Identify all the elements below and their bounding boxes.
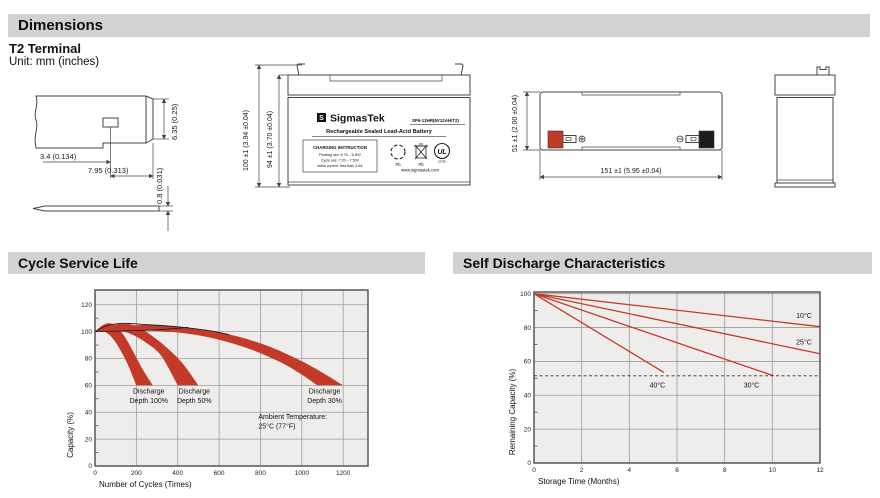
terminal-edge-view	[33, 167, 173, 231]
y-tick-label: 20	[523, 426, 531, 434]
cycle-service-life-chart	[60, 285, 400, 498]
pb-trash-label: Pb	[418, 162, 424, 167]
annotation-line: Discharge	[178, 388, 211, 396]
dim-hole-offset: 3.4 (0.134)	[40, 152, 77, 161]
ul-sub-text: LISTED	[437, 160, 447, 164]
pb-recycle-icon	[391, 145, 405, 159]
x-tick-label: 4	[627, 467, 632, 474]
logo-letter: S	[319, 115, 324, 122]
dim-case-height: 94 ±1 (3.70 ±0.04)	[267, 110, 274, 168]
pb-trash-crossed-icon	[414, 144, 428, 159]
series-label: 40°C	[649, 382, 666, 390]
plus-terminal-icon	[579, 136, 585, 142]
top-view-outline	[540, 92, 722, 150]
annotation-line: Depth 30%	[307, 397, 342, 405]
x-tick-label: 6	[675, 467, 679, 474]
battery-side-view-drawing	[765, 56, 865, 206]
y-axis-label: Capacity (%)	[66, 412, 75, 458]
negative-terminal-block	[699, 131, 714, 148]
charging-line-2: Cycle use: 7.20 – 7.50V	[320, 158, 360, 163]
battery-top-view-drawing	[505, 85, 755, 185]
ul-mark-text: UL	[437, 149, 447, 156]
y-tick-label: 40	[84, 409, 92, 417]
y-tick-label: 80	[84, 355, 92, 363]
charging-title: CHARGING INSTRUCTION	[313, 145, 367, 150]
y-tick-label: 100	[81, 328, 92, 336]
dim-overall-height: 100 ±1 (3.94 ±0.04)	[243, 109, 250, 171]
terminal-tab-outline	[35, 96, 153, 148]
series-label: 30°C	[743, 382, 760, 390]
positive-terminal	[548, 131, 585, 148]
dimensions-header: Dimensions	[18, 17, 104, 34]
series-label: 10°C	[796, 313, 812, 321]
x-tick-label: 400	[172, 470, 184, 477]
annotation-line: Ambient Temperature:	[258, 413, 328, 421]
model-number: SP6-12HR(6V12AH/T2)	[412, 118, 459, 123]
y-tick-label: 80	[523, 324, 531, 332]
brand-name: SigmasTek	[330, 112, 385, 125]
dim-length: 151 ±1 (5.95 ±0.04)	[600, 168, 662, 175]
dim-tab-width: 7.95 (0.313)	[88, 166, 129, 175]
x-tick-label: 2	[579, 467, 584, 474]
dim-width: 51 ±1 (2.00 ±0.04)	[512, 94, 519, 152]
product-line: Rechargeable Sealed Lead-Acid Battery	[326, 129, 432, 135]
x-axis-label: Number of Cycles (Times)	[99, 480, 192, 489]
x-tick-label: 1200	[335, 470, 351, 477]
annotation-line: Depth 100%	[129, 397, 169, 405]
annotation-line: Discharge	[308, 388, 341, 396]
x-tick-label: 1000	[294, 470, 310, 477]
x-tick-label: 8	[722, 467, 727, 474]
right-terminal-tab	[455, 64, 463, 75]
cycle-service-life-header-bar	[8, 252, 425, 274]
negative-terminal	[677, 131, 714, 148]
battery-label	[303, 113, 465, 173]
x-tick-label: 12	[816, 467, 824, 474]
unit-note: Unit: mm (inches)	[9, 56, 100, 68]
self-discharge-header-bar	[453, 252, 872, 274]
y-tick-label: 100	[520, 290, 531, 298]
x-tick-label: 0	[93, 470, 97, 477]
x-tick-label: 0	[532, 467, 536, 474]
x-axis-label: Storage Time (Months)	[538, 477, 620, 486]
side-view-outline	[775, 67, 835, 187]
terminal-hole	[103, 118, 118, 127]
left-terminal-tab	[297, 64, 305, 75]
x-tick-label: 800	[255, 470, 266, 477]
terminal-type-title: T2 Terminal	[9, 41, 82, 56]
terminal-detail-drawing	[15, 82, 215, 244]
battery-front-view-drawing	[232, 56, 482, 206]
minus-terminal-icon	[677, 136, 683, 142]
pb-recycle-label: Pb	[395, 162, 401, 167]
x-tick-label: 600	[213, 470, 225, 477]
terminal-dimensions	[40, 99, 179, 179]
self-discharge-header: Self Discharge Characteristics	[463, 255, 666, 271]
self-discharge-chart	[498, 285, 880, 498]
y-tick-label: 0	[527, 460, 531, 468]
y-tick-label: 0	[88, 463, 92, 471]
dim-tab-height: 6.35 (0.25)	[170, 103, 179, 140]
y-tick-label: 40	[523, 392, 531, 400]
charging-line-3: Initial current: less than 3.6A	[317, 164, 363, 168]
y-tick-label: 60	[84, 382, 92, 390]
charging-line-1: Floating use: 6.75 – 6.90V	[319, 153, 361, 157]
dimensions-header-bar	[8, 14, 870, 37]
x-tick-label: 200	[130, 470, 142, 477]
annotation-line: Discharge	[133, 388, 165, 396]
y-tick-label: 60	[523, 358, 531, 366]
front-dimensions	[243, 65, 302, 187]
cycle-service-life-header: Cycle Service Life	[18, 255, 138, 271]
positive-terminal-block	[548, 131, 563, 148]
y-tick-label: 20	[84, 436, 92, 444]
side-terminal-tab	[817, 67, 829, 75]
x-tick-label: 10	[768, 467, 776, 474]
y-axis-label: Remaining Capacity (%)	[508, 368, 517, 456]
y-tick-label: 120	[81, 301, 92, 309]
website-text: www.sigmastek.com	[401, 167, 439, 173]
series-label: 25°C	[796, 339, 812, 347]
annotation-line: Depth 50%	[176, 397, 212, 405]
annotation-line: 25°C (77°F)	[258, 423, 296, 431]
dim-tab-thickness: 0.8 (0.031)	[155, 167, 164, 204]
